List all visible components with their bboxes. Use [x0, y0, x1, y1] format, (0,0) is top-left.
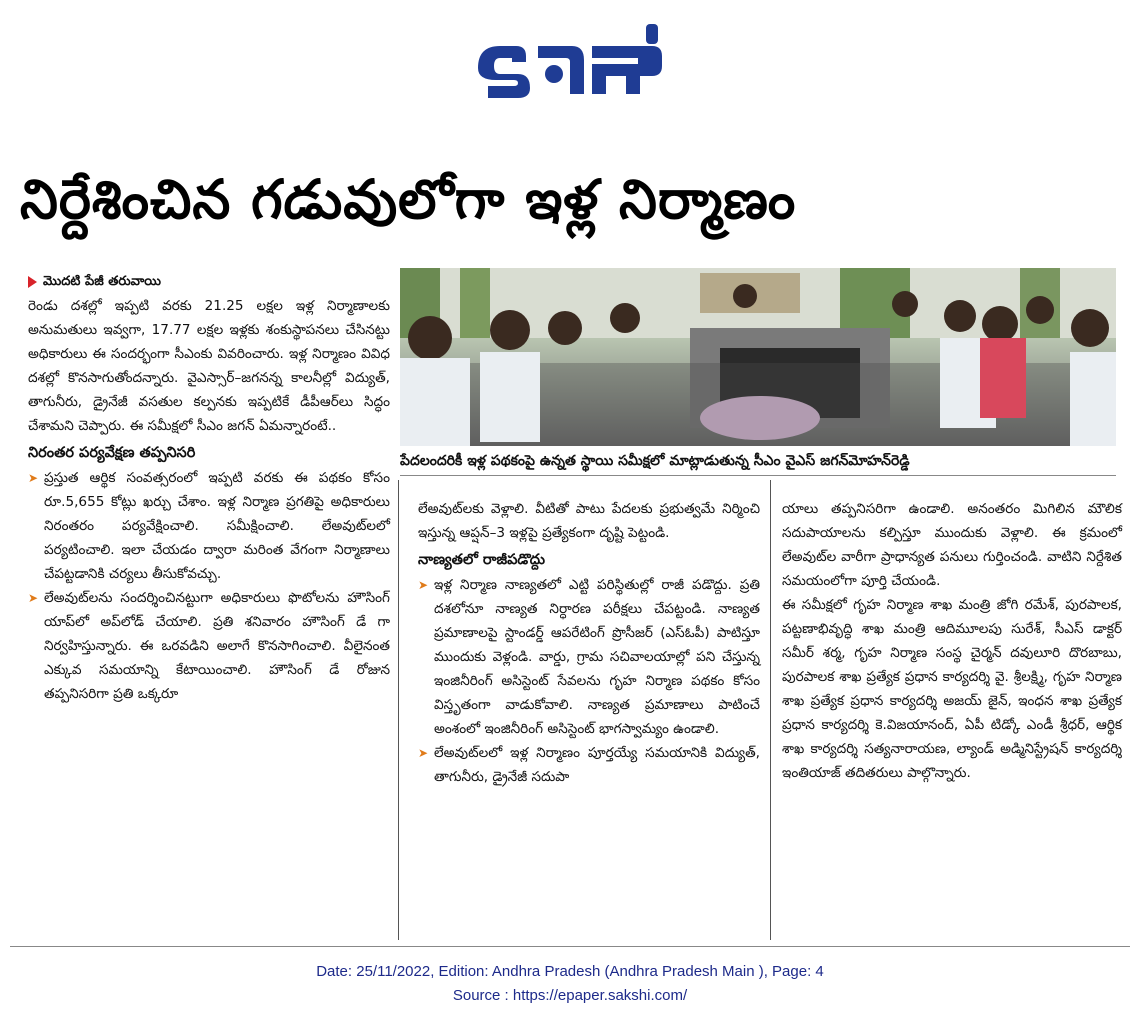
paragraph: యాలు తప్పనిసరిగా ఉండాలి. అనంతరం మిగిలిన మౌలిక సదుపాయాలను కల్పిస్తూ ముందుకు వెళ్లాలి. ఈ క్రమంలో లేఅవుట్‌ల వారీగా ప్రాధాన్యత పనులు గుర్తించండి. వాటిని నిర్దేశిత సమయంలోగా పూర్తి చేయండి. [782, 501, 1122, 589]
arrow-bullet-icon: ➤ [418, 578, 429, 592]
bullet-paragraph [418, 573, 760, 741]
photo-caption: పేదలందరికీ ఇళ్ల పథకంపై ఉన్నత స్థాయి సమీక్షలో మాట్లాడుతున్న సీఎం వైఎస్‌ జగన్‌మోహన్‌రెడ్డి [400, 453, 910, 469]
bullet-paragraph [418, 741, 760, 789]
triangle-icon [28, 276, 37, 288]
subhead-monitoring: నిరంతర పర్యవేక్షణ తప్పనిసరి [28, 445, 196, 461]
page-bottom-rule [10, 946, 1130, 947]
edition-info: Date: 25/11/2022, Edition: Andhra Pradesh (Andhra Pradesh Main ), Page: 4 [316, 963, 824, 980]
arrow-bullet-icon: ➤ [28, 591, 39, 605]
column-divider [770, 480, 771, 940]
bullet-text: లేఅవుట్‌లలో ఇళ్ల నిర్మాణం పూర్తయ్యే సమయానికి విద్యుత్, తాగునీరు, డ్రైనేజీ సదుపా [434, 745, 760, 785]
attendees-paragraph: ఈ సమీక్షలో గృహ నిర్మాణ శాఖ మంత్రి జోగి రమేశ్, పురపాలక, పట్టణాభివృద్ధి శాఖ మంత్రి ఆదిమూలపు సురేశ్, సీఎస్‌ డాక్టర్‌ సమీర్‌ శర్మ, గృహ నిర్మాణ సంస్థ చైర్మన్‌ దవులూరి దొరబాబు, పురపాలక శాఖ ప్రత్యేక ప్రధాన కార్యదర్శి వై. శ్రీలక్ష్మి, గృహ నిర్మాణ శాఖ ప్రత్యేక ప్రధాన కార్యదర్శి అజయ్‌ జైన్, ఇంధన శాఖ ప్రత్యేక ప్రధాన కార్యదర్శి కె.విజయానంద్, ఏపీ టిడ్కో ఎండీ శ్రీధర్, ఆర్థిక శాఖ కార్యదర్శి సత్యనారాయణ, ల్యాండ్‌ అడ్మినిస్ట్రేషన్‌ కార్యదర్శి ఇంతియాజ్‌ తదితరులు పాల్గొన్నారు. [782, 597, 1122, 781]
masthead [0, 0, 1140, 140]
caption-rule [400, 475, 1116, 476]
paragraph: లేఅవుట్‌లకు వెళ్లాలి. వీటితో పాటు పేదలకు ప్రభుత్వమే నిర్మించి ఇస్తున్న ఆప్షన్‌–3 ఇళ్లపై ప్రత్యేకంగా దృష్టి పెట్టండి. [418, 501, 760, 541]
kicker-text: మొదటి పేజీ తరువాయి [43, 274, 161, 289]
sakshi-logo [470, 18, 670, 98]
page-footer [0, 960, 1140, 1008]
source-link[interactable]: Source : https://epaper.sakshi.com/ [452, 987, 688, 1004]
article-column-3 [782, 497, 1122, 785]
continued-kicker [28, 270, 390, 294]
headline: నిర్దేశించిన గడువులోగా ఇళ్ల నిర్మాణం [20, 168, 797, 231]
article-column-2 [418, 497, 760, 789]
column-divider [398, 480, 399, 940]
bullet-text: ప్రస్తుత ఆర్థిక సంవత్సరంలో ఇప్పటి వరకు ఈ పథకం కోసం రూ.5,655 కోట్లు ఖర్చు చేశాం. ఇళ్ల నిర్మాణ ప్రగతిపై అధికారులు నిరంతరం పర్యవేక్షించాలి. సమీక్షించాలి. లేఅవుట్‌లలో పర్యటించాలి. ఇలా చేయడం ద్వారా మరింత వేగంగా నిర్మాణాలు చేపట్టడానికి చర్యలు తీసుకోవచ్చు. [44, 470, 390, 582]
bullet-text: ఇళ్ల నిర్మాణ నాణ్యతలో ఎట్టి పరిస్థితుల్లో రాజీ పడొద్దు. ప్రతి దశలోనూ నాణ్యత నిర్ధారణ పరీక్షలు చేపట్టండి. నాణ్యత ప్రమాణాలపై స్టాండర్డ్‌ ఆపరేటింగ్‌ ప్రొసీజర్‌ (ఎస్‌ఓపీ) పాటిస్తూ ముందుకు వెళ్లండి. వార్డు, గ్రామ సచివాలయాల్లో పని చేస్తున్న ఇంజినీరింగ్‌ అసిస్టెంట్‌ సేవలను గృహ నిర్మాణ పథకం కోసం విస్తృతంగా వాడుకోవాలి. నాణ్యత ప్రమాణాలు పాటించే అంశంలో ఇంజినీరింగ్‌ అసిస్టెంట్‌ భాగస్వామ్యం ఉండాలి. [434, 577, 760, 737]
article-column-1 [28, 270, 390, 706]
bullet-paragraph [28, 586, 390, 706]
arrow-bullet-icon: ➤ [418, 746, 429, 760]
bullet-paragraph [28, 466, 390, 586]
bullet-text: లేఅవుట్‌లను సందర్శించినట్టుగా అధికారులు ఫొటోలను హౌసింగ్‌ యాప్‌లో అప్‌లోడ్‌ చేయాలి. ప్రతి శనివారం హౌసింగ్‌ డే గా నిర్వహిస్తున్నారు. ఈ ఒరవడిని అలాగే కొనసాగించాలి. వీలైనంత ఎక్కువ సమయాన్ని కేటాయించాలి. హౌసింగ్‌ డే రోజున తప్పనిసరిగా ప్రతి ఒక్కరూ [44, 590, 390, 702]
intro-paragraph: రెండు దశల్లో ఇప్పటి వరకు 21.25 లక్షల ఇళ్ల నిర్మాణాలకు అనుమతులు ఇవ్వగా, 17.77 లక్షల ఇళ్లకు శంకుస్థాపనలు చేసినట్టు అధికారులు ఈ సందర్భంగా సీఎంకు వివరించారు. ఇళ్ల నిర్మాణం వివిధ దశల్లో కొనసాగుతోందన్నారు. వైఎస్సార్‌–జగనన్న కాలనీల్లో విద్యుత్, తాగునీరు, డ్రైనేజీ వసతుల కల్పనకు ఇప్పటికే డీపీఆర్‌లు సిద్ధం చేశామని చెప్పారు. ఈ సమీక్షలో సీఎం జగన్‌ ఏమన్నారంటే.. [28, 298, 390, 434]
subhead-quality: నాణ్యతలో రాజీపడొద్దు [418, 552, 546, 568]
meeting-photo-illustration [400, 268, 1116, 446]
arrow-bullet-icon: ➤ [28, 471, 39, 485]
meeting-photo [400, 268, 1116, 446]
